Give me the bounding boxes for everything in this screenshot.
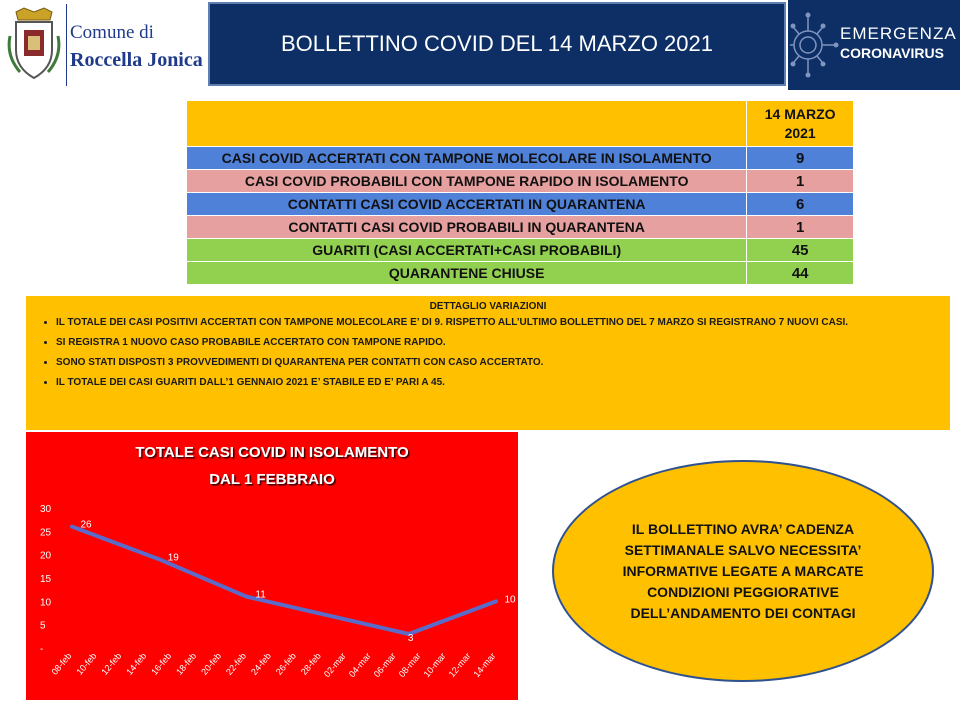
y-tick-label: 15 — [40, 574, 52, 585]
list-item: • SI REGISTRA 1 NUOVO CASO PROBABILE ACCERTATO CON TAMPONE RAPIDO. — [56, 335, 942, 351]
data-point — [158, 558, 161, 561]
x-tick-label: 08-mar — [396, 650, 423, 680]
x-tick-label: 02-mar — [321, 650, 348, 680]
municipality-name-line1: Comune di — [70, 22, 154, 43]
x-tick-label: 10-mar — [421, 650, 448, 680]
row-label: CASI COVID PROBABILI CON TAMPONE RAPIDO IN ISOLAMENTO — [187, 170, 747, 193]
chart-title-line2: DAL 1 FEBBRAIO — [209, 471, 335, 488]
table-row — [187, 239, 854, 262]
data-label: 10 — [504, 594, 516, 606]
row-label: QUARANTENE CHIUSE — [187, 262, 747, 285]
x-tick-label: 18-feb — [174, 650, 199, 677]
municipality-logo — [0, 0, 204, 90]
details-title: DETTAGLIO VARIAZIONI — [429, 301, 547, 312]
data-point — [245, 595, 248, 598]
table-row — [187, 193, 854, 216]
municipality-name-line2: Roccella Jonica — [70, 49, 203, 71]
x-tick-label: 06-mar — [371, 650, 398, 680]
x-tick-label: 24-feb — [248, 650, 274, 677]
table-header-blank — [187, 101, 747, 147]
list-item: • IL TOTALE DEI CASI GUARITI DALL’1 GENNAIO 2021 E’ STABILE ED E’ PARI A 45. — [56, 375, 942, 391]
y-tick-label: 10 — [40, 597, 52, 609]
x-tick-label: 20-feb — [199, 650, 224, 677]
data-label: 3 — [407, 633, 414, 644]
table-row — [187, 262, 854, 285]
table-header-row — [187, 101, 854, 147]
coat-of-arms-icon — [6, 6, 62, 84]
notice-ellipse — [552, 460, 934, 682]
data-label: 19 — [167, 552, 179, 564]
x-tick-label: 04-mar — [346, 650, 373, 680]
row-value: 9 — [747, 147, 854, 170]
row-value: 1 — [747, 170, 854, 193]
list-item: • IL TOTALE DEI CASI POSITIVI ACCERTATI CON TAMPONE MOLECOLARE E’ DI 9. RISPETTO ALL’ULTIMO BOLLETTINO DEL 7 MARZO SI REGISTRANO 7 NUOVI CASI. — [56, 315, 942, 331]
row-label: CASI COVID ACCERTATI CON TAMPONE MOLECOLARE IN ISOLAMENTO — [187, 147, 747, 170]
x-tick-label: 12-feb — [99, 650, 124, 677]
x-tick-label: 14-mar — [471, 650, 498, 680]
row-label: GUARITI (CASI ACCERTATI+CASI PROBABILI) — [187, 239, 747, 262]
isolation-trend-chart — [26, 432, 518, 700]
page-title: BOLLETTINO COVID DEL 14 MARZO 2021 — [281, 31, 713, 56]
row-label: CONTATTI CASI COVID ACCERTATI IN QUARANTENA — [187, 193, 747, 216]
row-value: 45 — [747, 239, 854, 262]
notice-text: IL BOLLETTINO AVRA’ CADENZA SETTIMANALE SALVO NECESSITA’ INFORMATIVE LEGATE A MARCATE CONDIZIONI PEGGIORATIVE DELL’ANDAMENTO DEI CONTAGI — [622, 520, 864, 621]
coronavirus-icon — [790, 6, 840, 84]
x-tick-label: 28-feb — [298, 650, 323, 677]
y-tick-label: - — [40, 644, 44, 655]
details-list — [34, 315, 942, 391]
chart-title-line1: TOTALE CASI COVID IN ISOLAMENTO — [135, 444, 409, 461]
logo-divider — [66, 4, 67, 86]
data-point — [495, 600, 498, 603]
coronavirus-label: CORONAVIRUS — [840, 45, 944, 61]
y-tick-label: 25 — [40, 527, 52, 539]
table-row — [187, 147, 854, 170]
title-banner — [208, 2, 786, 86]
x-tick-label: 16-feb — [149, 650, 174, 677]
emergency-badge — [788, 0, 960, 90]
row-value: 44 — [747, 262, 854, 285]
row-value: 1 — [747, 216, 854, 239]
table-row — [187, 170, 854, 193]
data-point — [71, 525, 74, 528]
x-tick-label: 22-feb — [224, 650, 249, 677]
series-line — [72, 527, 496, 634]
y-tick-label: 5 — [40, 620, 46, 632]
x-tick-label: 26-feb — [273, 650, 299, 677]
table-date-header: 14 MARZO 2021 — [747, 101, 854, 147]
list-item: • SONO STATI DISPOSTI 3 PROVVEDIMENTI DI QUARANTENA PER CONTATTI CON CASO ACCERTATO. — [56, 355, 942, 371]
y-tick-label: 20 — [40, 550, 52, 562]
x-tick-label: 14-feb — [124, 650, 149, 677]
row-label: CONTATTI CASI COVID PROBABILI IN QUARANTENA — [187, 216, 747, 239]
chart-svg — [26, 432, 518, 700]
row-value: 6 — [747, 193, 854, 216]
y-tick-label: 30 — [40, 504, 52, 515]
data-label: 26 — [80, 519, 92, 531]
x-tick-label: 12-mar — [446, 650, 473, 680]
x-tick-label: 10-feb — [74, 650, 99, 677]
emergency-label: EMERGENZA — [840, 24, 957, 43]
x-tick-label: 08-feb — [49, 650, 74, 677]
table-row — [187, 216, 854, 239]
data-label: 11 — [255, 589, 266, 601]
variation-details-box — [26, 296, 950, 430]
covid-stats-table — [186, 100, 854, 285]
